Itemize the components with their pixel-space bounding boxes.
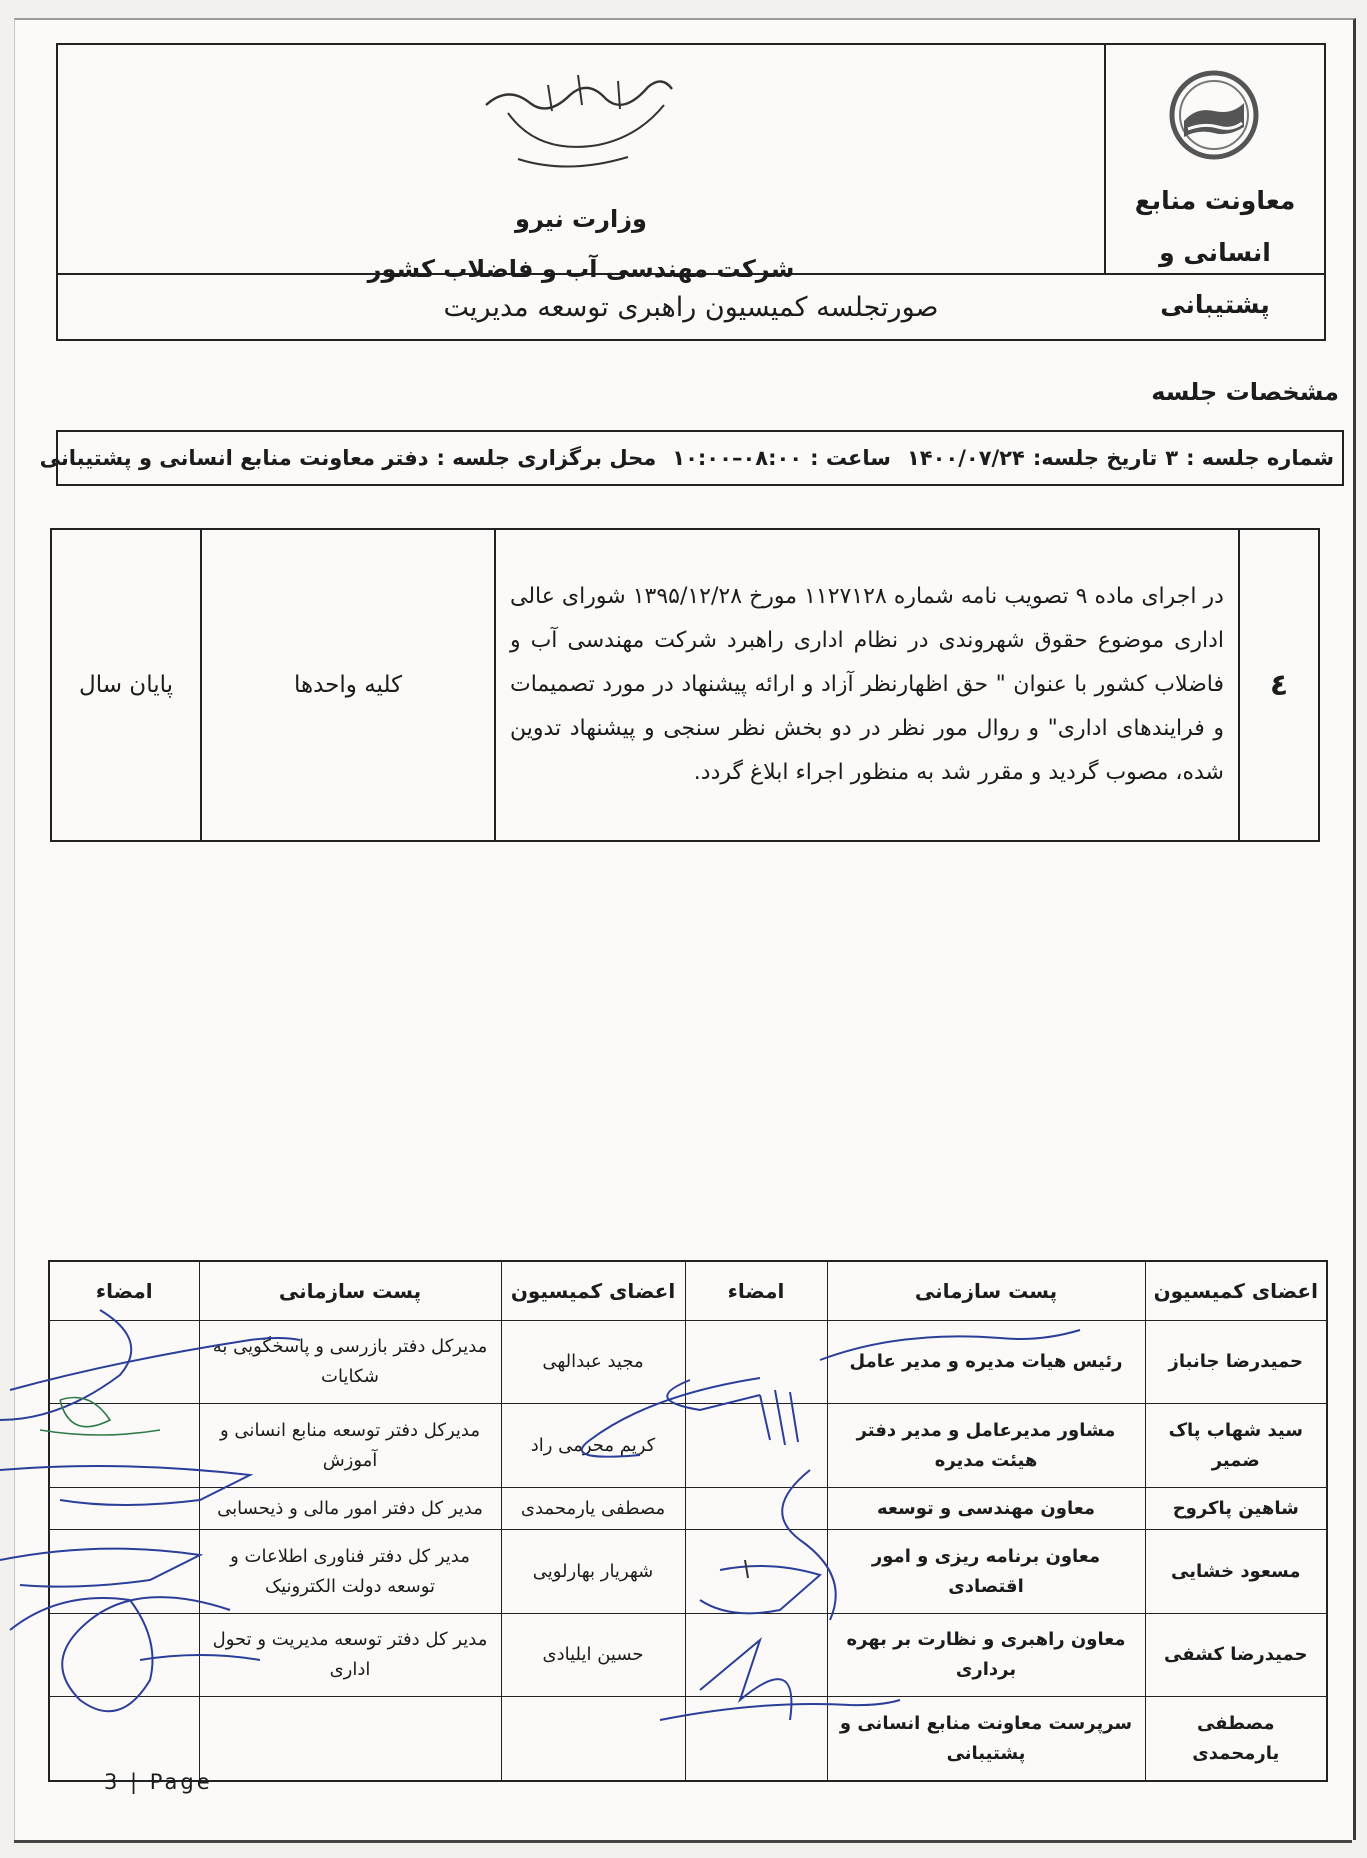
resolution-responsible: کلیه واحدها	[200, 530, 494, 840]
basmala-calligraphy	[478, 65, 678, 175]
table-row	[49, 1613, 1327, 1696]
member-signature	[49, 1613, 199, 1696]
meeting-time-label: ساعت :	[810, 446, 891, 470]
member-signature	[685, 1613, 827, 1696]
member-signature	[685, 1321, 827, 1404]
member-name: مصطفی یارمحمدی	[501, 1487, 685, 1529]
member-position: مدیرکل دفتر توسعه منابع انسانی و آموزش	[199, 1404, 501, 1487]
member-name: حسین ایلیادی	[501, 1613, 685, 1696]
member-position: سرپرست معاونت منابع انسانی و پشتیبانی	[827, 1697, 1145, 1781]
table-row	[49, 1487, 1327, 1529]
meeting-number-label: شماره جلسه :	[1186, 446, 1334, 470]
member-position: مدیرکل دفتر بازرسی و پاسخگویی به شکایات	[199, 1321, 501, 1404]
member-signature	[685, 1404, 827, 1487]
member-name: سید شهاب پاک ضمیر	[1145, 1404, 1327, 1487]
page-bottom-rule	[14, 1840, 1352, 1843]
member-position: رئیس هیات مدیره و مدیر عامل	[827, 1321, 1145, 1404]
member-position: معاون مهندسی و توسعه	[827, 1487, 1145, 1529]
member-name: حمیدرضا جانباز	[1145, 1321, 1327, 1404]
meeting-number: ۳	[1165, 446, 1179, 470]
resolution-number: ٤	[1238, 530, 1318, 840]
header-member: اعضای کمیسیون	[501, 1261, 685, 1321]
department-cell	[1104, 45, 1324, 319]
member-name: شاهین پاکروح	[1145, 1487, 1327, 1529]
member-position: معاون برنامه ریزی و امور اقتصادی	[827, 1530, 1145, 1613]
member-position: مدیر کل دفتر امور مالی و ذیحسابی	[199, 1487, 501, 1529]
member-name: مسعود خشایی	[1145, 1530, 1327, 1613]
company-logo-icon	[1166, 67, 1262, 163]
header-member: اعضای کمیسیون	[1145, 1261, 1327, 1321]
member-signature	[685, 1530, 827, 1613]
meeting-info-bar	[39, 430, 1344, 486]
member-name	[501, 1697, 685, 1781]
company-name: شرکت مهندسی آب و فاضلاب کشور	[367, 255, 795, 283]
member-name: مجید عبدالهی	[501, 1321, 685, 1404]
meeting-time: ۰۸:۰۰–۱۰:۰۰	[672, 446, 803, 470]
member-position: مشاور مدیرعامل و مدیر دفتر هیئت مدیره	[827, 1404, 1145, 1487]
member-signature	[49, 1530, 199, 1613]
member-position: مدیر کل دفتر توسعه مدیریت و تحول اداری	[199, 1613, 501, 1696]
member-name: مصطفی یارمحمدی	[1145, 1697, 1327, 1781]
member-signature	[49, 1321, 199, 1404]
resolution-text: در اجرای ماده ۹ تصویب نامه شماره ۱۱۲۷۱۲۸ مورخ ۱۳۹۵/۱۲/۲۸ شورای عالی اداری موضوع حقوق شهروندی در نظام اداری راهبرد شرکت مهندسی آب و فاضلاب کشور با عنوان " حق اظهارنظر آزاد و ارائه پیشنهاد در مورد تصمیمات و فرایندهای اداری" و روال مور نظر در دو بخش نظر سنجی و پیشنهاد تدوین شده، مصوب گردید و مقرر شد به منظور اجراء ابلاغ گردد.	[494, 530, 1238, 840]
member-name: کریم محرمی راد	[501, 1404, 685, 1487]
meeting-date-label: تاریخ جلسه:	[1032, 446, 1158, 470]
member-position	[199, 1697, 501, 1781]
organization-cell	[58, 45, 1104, 283]
header-position: پست سازمانی	[827, 1261, 1145, 1321]
member-signature	[685, 1487, 827, 1529]
department-line-2: پشتیبانی	[1160, 290, 1270, 319]
resolution-deadline: پایان سال	[79, 672, 174, 698]
document-title: صورتجلسه کمیسیون راهبری توسعه مدیریت	[443, 292, 939, 323]
member-signature	[49, 1404, 199, 1487]
member-signature	[49, 1487, 199, 1529]
ministry-name: وزارت نیرو	[515, 205, 647, 233]
document-header	[56, 43, 1326, 341]
member-position: معاون راهبری و نظارت بر بهره برداری	[827, 1613, 1145, 1696]
meeting-place: دفتر معاونت منابع انسانی و پشتیبانی	[39, 446, 429, 470]
header-signature: امضاء	[685, 1261, 827, 1321]
department-line-1: معاونت منابع انسانی و	[1134, 186, 1296, 267]
member-name: شهریار بهارلویی	[501, 1530, 685, 1613]
meeting-details-heading: مشخصات جلسه	[1151, 378, 1339, 406]
page-number: 3 | Page	[104, 1770, 213, 1794]
meeting-date: ۱۴۰۰/۰۷/۲۴	[906, 446, 1025, 470]
table-row	[49, 1321, 1327, 1404]
member-signature	[685, 1697, 827, 1781]
table-row	[49, 1404, 1327, 1487]
member-signature	[49, 1697, 199, 1781]
member-name: حمیدرضا کشفی	[1145, 1613, 1327, 1696]
members-table	[48, 1260, 1328, 1782]
header-position: پست سازمانی	[199, 1261, 501, 1321]
resolution-row	[50, 528, 1320, 842]
table-row	[49, 1697, 1327, 1781]
header-signature: امضاء	[49, 1261, 199, 1321]
members-header-row	[49, 1261, 1327, 1321]
meeting-place-label: محل برگزاری جلسه :	[436, 446, 657, 470]
table-row	[49, 1530, 1327, 1613]
member-position: مدیر کل دفتر فناوری اطلاعات و توسعه دولت الکترونیک	[199, 1530, 501, 1613]
